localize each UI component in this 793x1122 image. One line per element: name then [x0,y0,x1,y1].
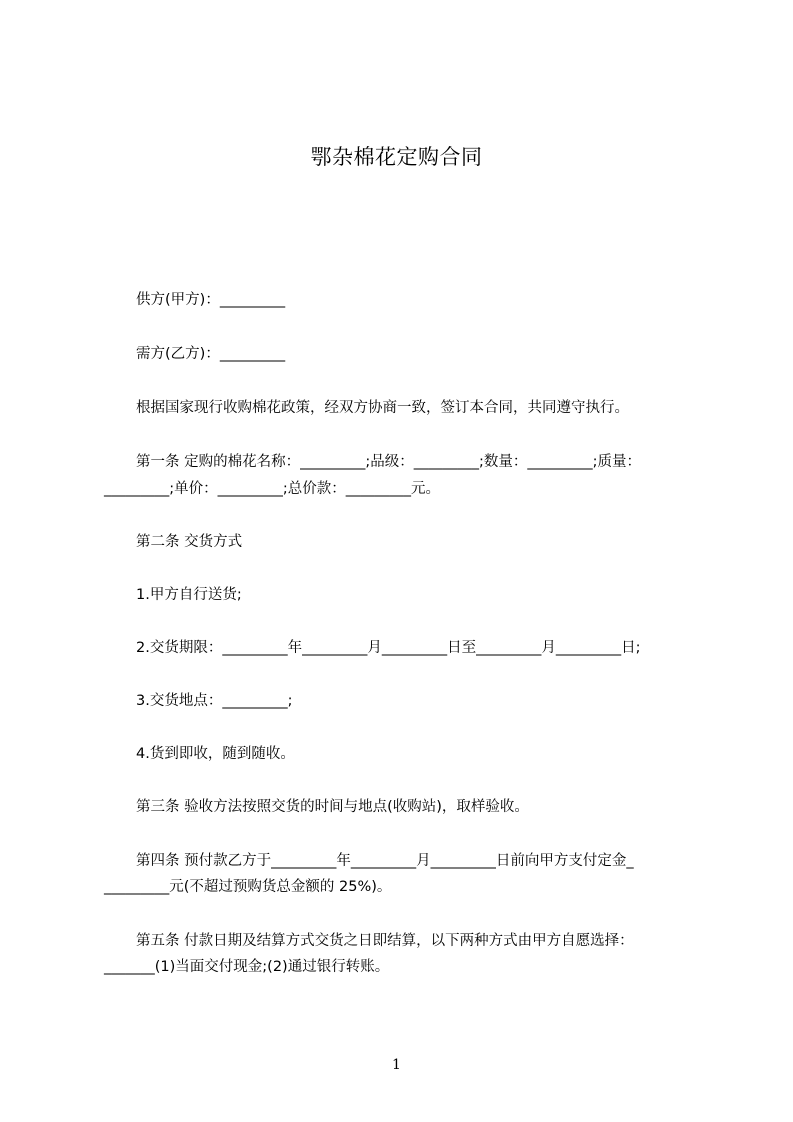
article-2-item-4: 4.货到即收，随到随收。 [136,746,295,762]
buyer-line: 需方(乙方)：_________ [136,346,286,362]
article-1-line-2: _________;单价：_________;总价款：_________元。 [104,481,441,497]
article-4-line-1: 第四条 预付款乙方于_________年_________月_________日前向甲方支付定金_ [136,853,634,869]
article-2-item-3: 3.交货地点：_________; [136,693,293,709]
article-4-line-2: _________元(不超过预购货总金额的 25%)。 [104,879,392,895]
article-5-line-1: 第五条 付款日期及结算方式交货之日即结算，以下两种方式由甲方自愿选择： [136,933,634,949]
article-2-heading: 第二条 交货方式 [136,534,243,550]
page-number: 1 [392,1057,401,1073]
article-2-item-1: 1.甲方自行送货; [136,587,242,603]
preamble-line: 根据国家现行收购棉花政策，经双方协商一致，签订本合同，共同遵守执行。 [136,400,629,416]
article-3-line: 第三条 验收方法按照交货的时间与地点(收购站)，取样验收。 [136,799,529,815]
supplier-line: 供方(甲方)：_________ [136,292,286,308]
article-2-item-2: 2.交货期限：_________年_________月_________日至_________月_________日; [136,640,641,656]
article-5-line-2: _______(1)当面交付现金;(2)通过银行转账。 [104,959,390,975]
document-title: 鄂杂棉花定购合同 [310,145,483,169]
article-1-line-1: 第一条 定购的棉花名称：_________;品级：_________;数量：_________;质量： [136,454,642,470]
